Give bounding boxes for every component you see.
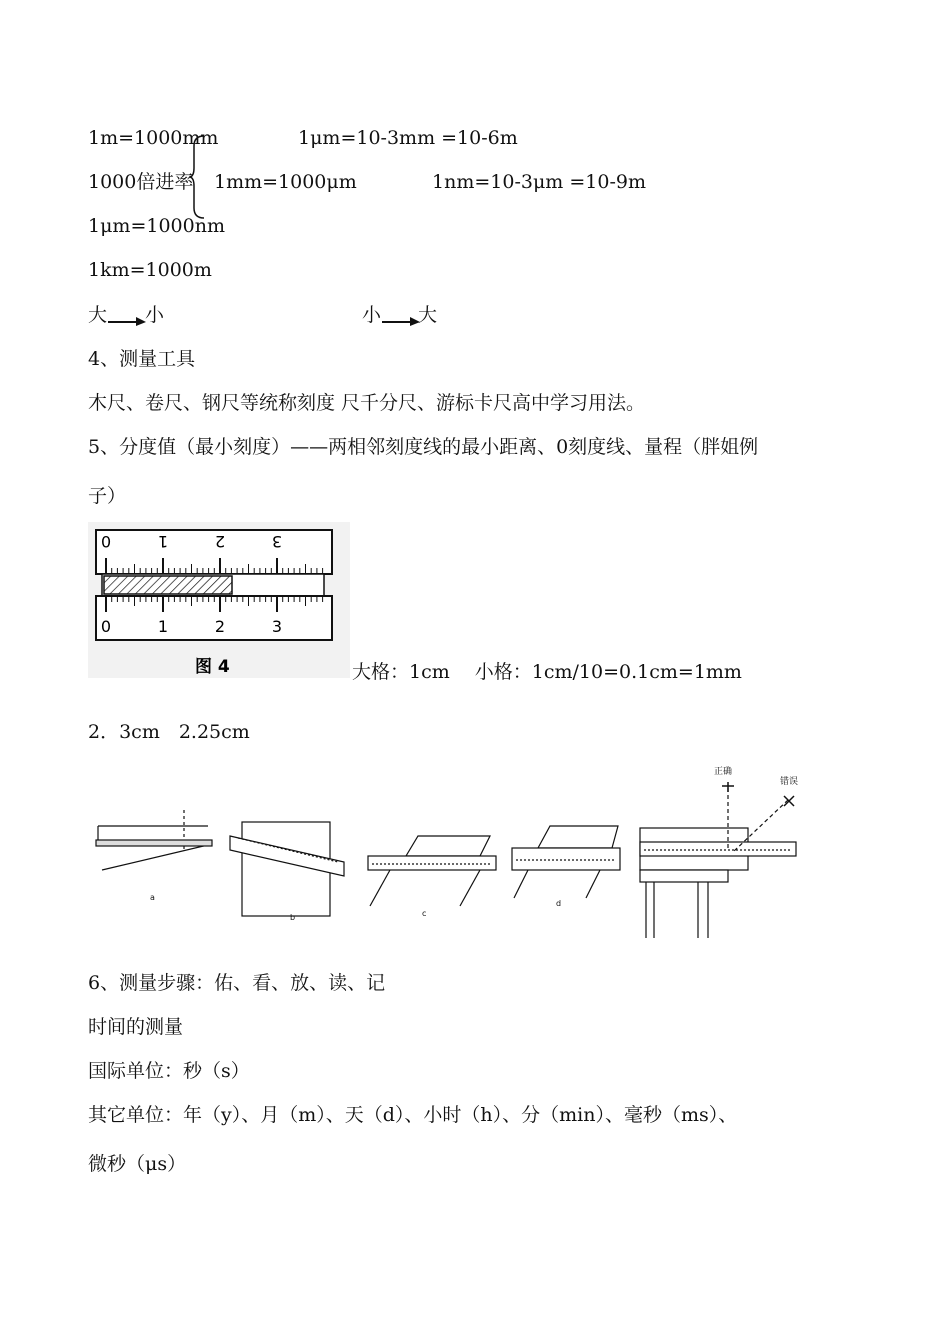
- method-c: [368, 836, 496, 918]
- method-a-label: a: [150, 893, 155, 902]
- method-a: [96, 810, 212, 902]
- method-b-label: b: [290, 913, 296, 922]
- wrong-label: 错误: [780, 777, 799, 787]
- top-tick-label: 3: [271, 532, 283, 551]
- bottom-tick-label: 1: [157, 617, 169, 636]
- measurement-methods-figure: [88, 760, 808, 944]
- figure-caption: 大格：1cm 小格：1cm/10=0.1cm=1mm: [352, 661, 742, 683]
- bottom-tick-label: 3: [271, 617, 283, 636]
- unit-um-mm: 1μm=10-3mm =10-6m: [298, 127, 518, 149]
- section-5-line1: 5、分度值（最小刻度）——两相邻刻度线的最小距离、0刻度线、量程（胖姐例: [88, 436, 759, 458]
- unit-ratio: 1000倍进率: [88, 171, 194, 193]
- bottom-tick-label: 0: [100, 617, 112, 636]
- method-reading-angle: [640, 765, 798, 938]
- method-d-label: d: [556, 899, 562, 908]
- ruler-reading: 2．3cm 2.25cm: [88, 721, 250, 743]
- bottom-tick-label: 2: [214, 617, 226, 636]
- other-units-line1: 其它单位：年（y）、月（m）、天（d）、小时（h）、分（min）、毫秒（ms）、: [88, 1104, 738, 1126]
- section-5-line2: 子）: [88, 485, 127, 507]
- arrow-right-icon: [380, 310, 420, 326]
- unit-km-m: 1km=1000m: [88, 259, 212, 281]
- method-d: [512, 826, 620, 908]
- arrow-right-icon: [106, 310, 146, 326]
- unit-m-mm: 1m=1000mm: [88, 127, 219, 149]
- top-tick-label: 1: [157, 532, 169, 551]
- correct-label: 正确: [714, 767, 733, 777]
- section-4-body: 木尺、卷尺、钢尺等统称刻度 尺千分尺、游标卡尺高中学习用法。: [88, 392, 646, 414]
- top-tick-label: 0: [100, 532, 112, 551]
- other-units-line2: 微秒（μs）: [88, 1153, 187, 1175]
- unit-mm-um: 1mm=1000μm: [214, 171, 357, 193]
- section-6: 6、测量步骤：佑、看、放、读、记: [88, 972, 386, 994]
- big-left: 大: [88, 304, 108, 326]
- si-unit: 国际单位：秒（s）: [88, 1060, 250, 1082]
- big-right: 大: [418, 304, 438, 326]
- small-left: 小: [145, 304, 165, 326]
- unit-um-nm: 1μm=1000nm: [88, 215, 225, 237]
- time-title: 时间的测量: [88, 1016, 184, 1038]
- top-tick-label: 2: [214, 532, 226, 551]
- small-right: 小: [362, 304, 382, 326]
- ruler-figure: [88, 522, 350, 678]
- method-c-label: c: [422, 909, 427, 918]
- section-4-title: 4、测量工具: [88, 348, 196, 370]
- method-b: [230, 822, 344, 922]
- unit-nm-um: 1nm=10-3μm =10-9m: [432, 171, 646, 193]
- figure-label: 图 4: [195, 657, 230, 677]
